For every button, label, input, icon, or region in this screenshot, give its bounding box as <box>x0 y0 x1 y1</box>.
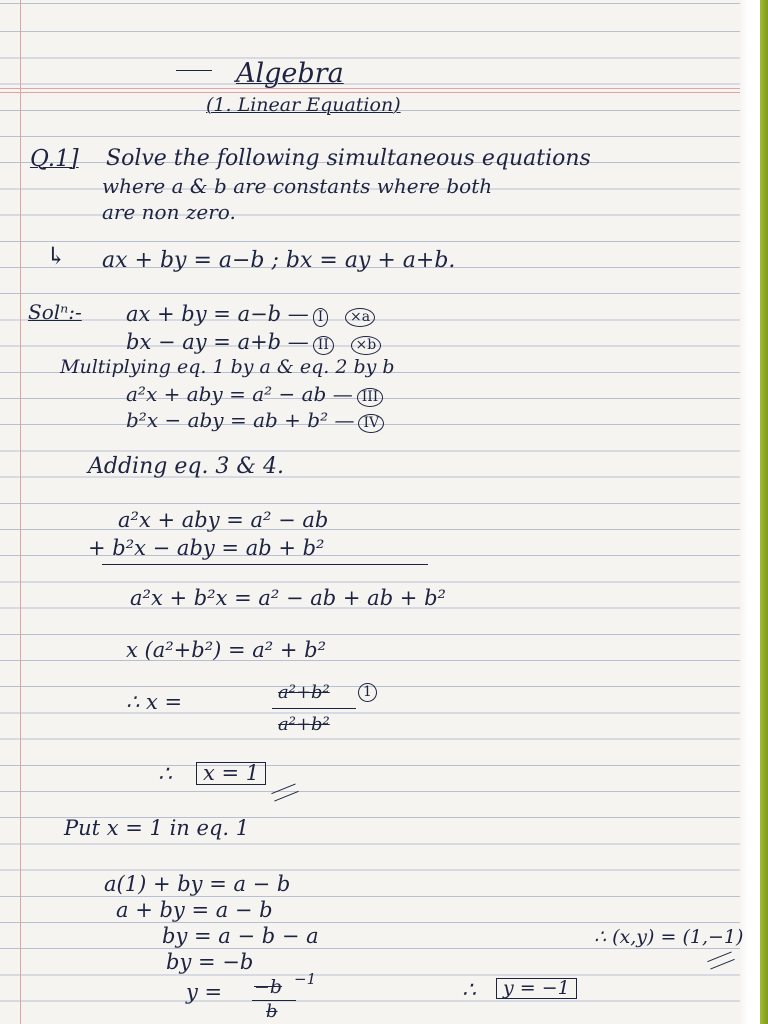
substitution-5-tag: −1 <box>294 970 317 988</box>
page-title: Algebra <box>236 58 344 89</box>
equation-1-multiplier: ×a <box>345 308 375 327</box>
substitution-2: a + by = a − b <box>116 898 273 922</box>
header-rule-bottom <box>0 92 768 93</box>
equation-2-tag: II <box>313 336 334 355</box>
addition-line-2: + b²x − aby = ab + b² <box>88 536 325 560</box>
equation-3 <box>126 384 383 407</box>
question-line-3: are non zero. <box>102 200 236 224</box>
equation-4-tag: IV <box>358 414 384 433</box>
substitution-1: a(1) + by = a − b <box>104 872 291 896</box>
addition-rule <box>102 564 428 565</box>
equation-2-multiplier: ×b <box>351 336 382 355</box>
solution-label: Solⁿ:- <box>28 300 82 324</box>
therefore-x: ∴ x = <box>126 690 183 714</box>
result-y-prefix: ∴ <box>462 978 476 1003</box>
page-subtitle: (1. Linear Equation) <box>206 94 401 116</box>
result-x-prefix: ∴ <box>158 762 172 787</box>
equation-1-tag: I <box>313 308 329 327</box>
substitution-5-left: y = <box>186 980 223 1004</box>
substitution-5-numerator: −b <box>254 976 283 998</box>
final-answer-underline <box>707 951 734 969</box>
adding-step: Adding eq. 3 & 4. <box>88 454 284 479</box>
margin-line <box>20 0 21 1024</box>
question-equation: ax + by = a−b ; bx = ay + a+b. <box>102 248 456 273</box>
question-number: Q.1] <box>30 146 79 172</box>
factor-equation: x (a²+b²) = a² + b² <box>126 638 326 662</box>
multiplying-step: Multiplying eq. 1 by a & eq. 2 by b <box>60 356 395 378</box>
fraction-denominator: a²+b² <box>278 714 330 735</box>
substitution-5-denominator: b <box>266 1001 278 1022</box>
result-x-underline <box>271 783 298 801</box>
equation-4-text: b²x − aby = ab + b² — <box>126 408 355 432</box>
sum-equation: a²x + b²x = a² − ab + ab + b² <box>130 586 446 610</box>
title-dash <box>176 70 212 71</box>
equation-2 <box>126 332 381 355</box>
question-line-2: where a & b are constants where both <box>102 174 493 198</box>
addition-line-1: a²x + aby = a² − ab <box>118 508 329 532</box>
page-edge <box>740 0 768 1024</box>
header-rule-top <box>0 88 768 89</box>
result-x-box: x = 1 <box>196 762 266 785</box>
substitution-4: by = −b <box>166 950 254 974</box>
equation-3-tag: III <box>357 388 384 407</box>
put-step: Put x = 1 in eq. 1 <box>64 816 250 840</box>
equation-3-text: a²x + aby = a² − ab — <box>126 382 353 406</box>
equation-1-text: ax + by = a−b — <box>126 302 309 326</box>
arrow-icon: ↳ <box>46 242 67 270</box>
fraction-bar <box>272 708 356 709</box>
question-line-1: Solve the following simultaneous equations <box>106 146 591 171</box>
fraction-tag-circle: 1 <box>358 683 377 702</box>
equation-2-text: bx − ay = a+b — <box>126 330 309 354</box>
final-answer: ∴ (x,y) = (1,−1) <box>594 926 744 948</box>
substitution-3: by = a − b − a <box>162 924 319 948</box>
fraction-tag <box>354 682 377 702</box>
equation-1 <box>126 304 375 327</box>
equation-4 <box>126 410 384 433</box>
fraction-numerator: a²+b² <box>278 682 330 703</box>
result-y-box: y = −1 <box>496 978 577 999</box>
